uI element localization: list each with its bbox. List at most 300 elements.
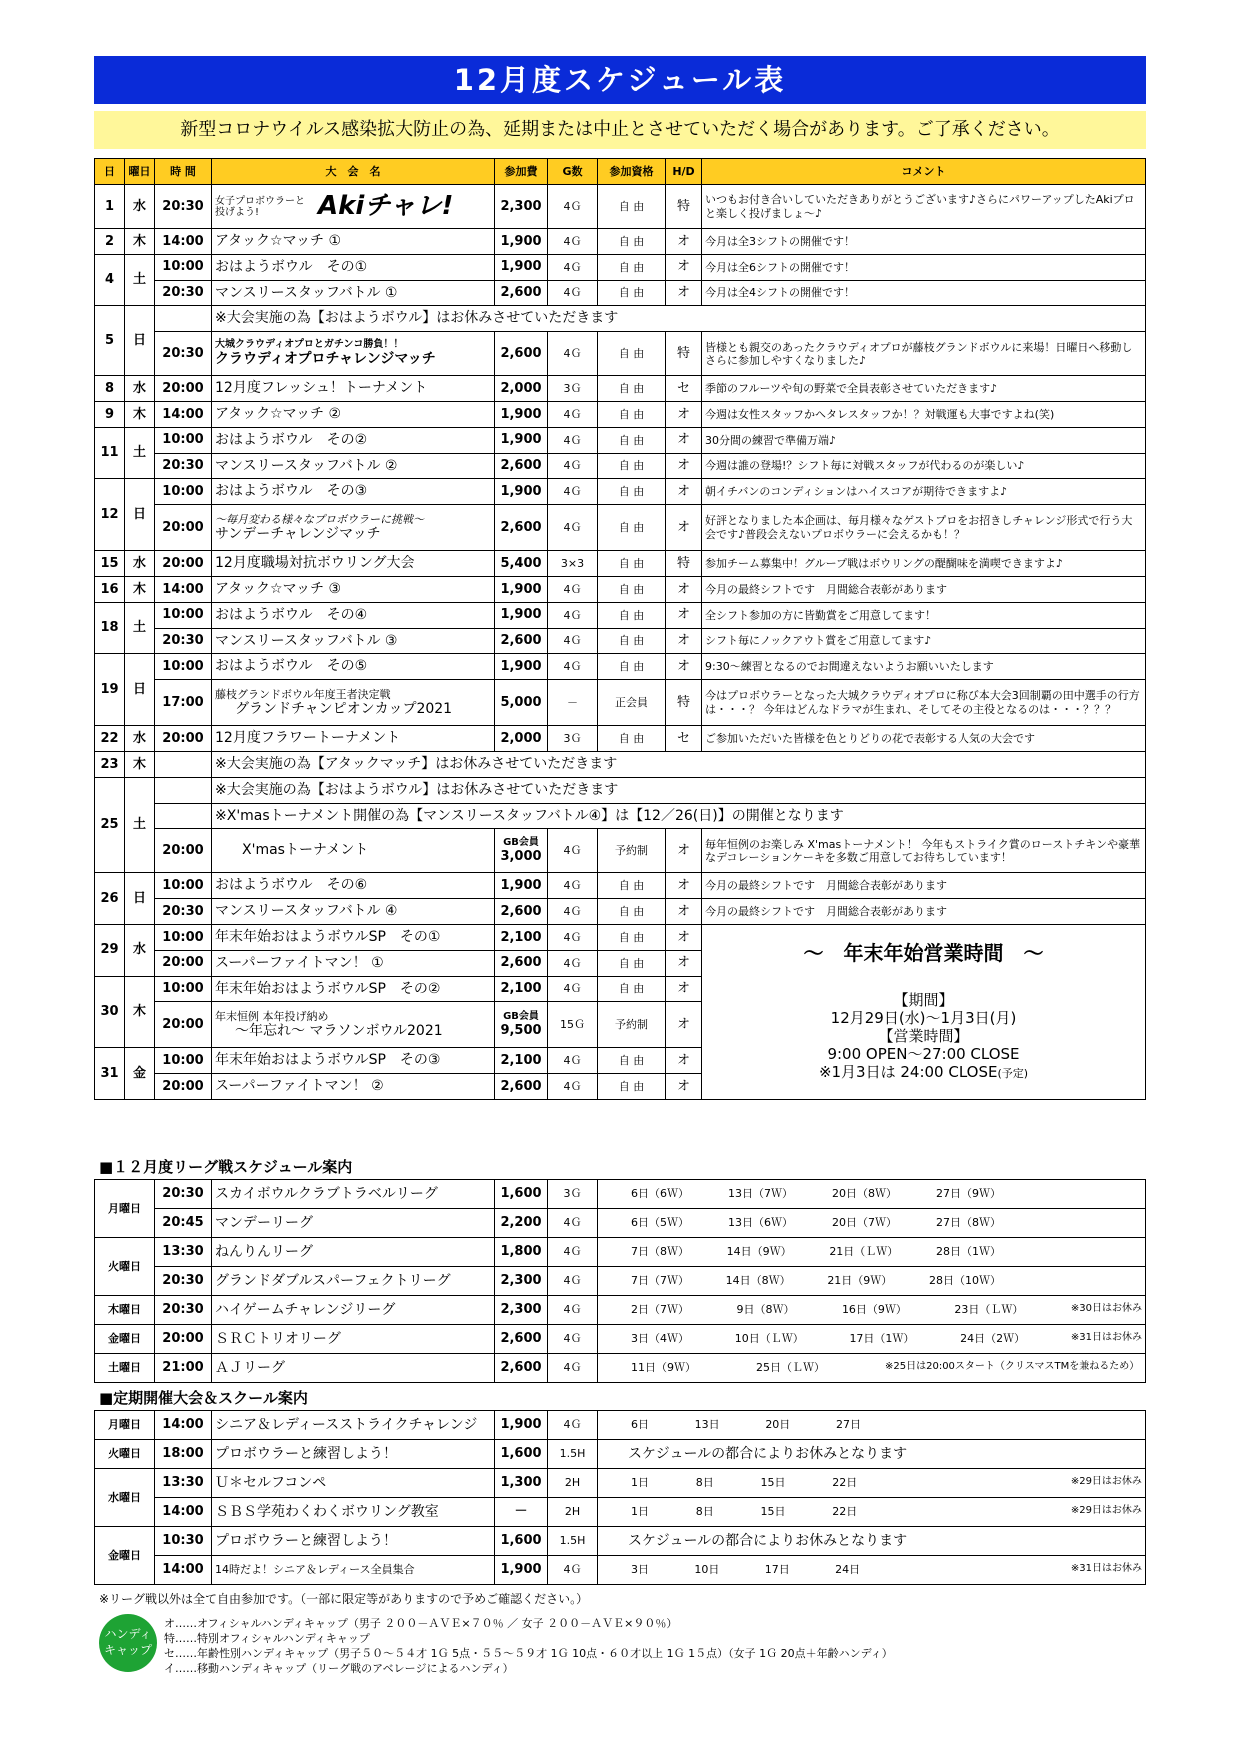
table-row [95,401,1146,427]
handicap: オ [666,280,702,306]
table-row [95,1296,1146,1325]
school-dates [598,1498,1146,1527]
league-section-title: ■１２月度リーグ戦スケジュール案内 [99,1158,353,1176]
fee: 2,600 [495,899,548,925]
games: 4Ｇ [548,602,598,628]
school-dow: 金曜日 [95,1527,155,1585]
school-date: 22日 [832,1476,858,1490]
comment: 毎年恒例のお楽しみ X'masトーナメント！ 今年もストライク賞のローストチキンや豪華なデコレーションケーキを多数ご用意してお待ちしています！ [702,829,1146,873]
school-games: 2H [548,1469,598,1498]
school-status: スケジュールの都合によりお休みとなります [598,1527,1146,1556]
time: 10:00 [155,873,212,899]
newyear-exception-note: (予定) [997,1066,1029,1080]
header-games: G数 [548,159,598,185]
event-title: クラウディオプロチャレンジマッチ [215,351,436,368]
games: 4Ｇ [548,873,598,899]
fee: 2,100 [495,1048,548,1074]
school-dow: 月曜日 [95,1411,155,1440]
league-date: 20日（8Ｗ） [832,1187,897,1201]
league-date: 10日（ＬＷ） [734,1332,804,1346]
fee: 2,000 [495,726,548,752]
dow: 土 [125,602,155,654]
comment: 皆様とも親交のあったクラウディオプロが藤枝グランドボウルに来場！日曜日へ移動しさらに参加しやすくなりました♪ [702,332,1146,376]
comment: 好評となりました本企画は、毎月様々なゲストプロをお招きしチャレンジ形式で行う大会です♪普段会えないプロボウラーに会えるかも！？ [702,505,1146,551]
qualification: 自 由 [598,726,666,752]
league-date: 6日（6Ｗ） [631,1187,689,1201]
qualification: 自 由 [598,602,666,628]
newyear-period: 12月29日(水)～1月3日(月) [830,1008,1017,1027]
day: 29 [95,924,125,976]
school-dates [598,1469,1146,1498]
day: 1 [95,185,125,229]
school-dow: 水曜日 [95,1469,155,1527]
dow: 金 [125,1048,155,1100]
league-date: 27日（9Ｗ） [936,1187,1001,1201]
games: 4Ｇ [548,332,598,376]
games: 4Ｇ [548,1048,598,1074]
comment: 30分間の練習で準備万端♪ [702,427,1146,453]
newyear-hours-box [702,924,1146,1099]
dow: 水 [125,551,155,577]
time: 14:00 [155,401,212,427]
league-time: 20:30 [155,1296,212,1325]
league-fee: 2,200 [495,1209,548,1238]
handicap: オ [666,505,702,551]
fee-label: GB会員 [503,1011,539,1023]
dow: 水 [125,185,155,229]
time: 20:00 [155,950,212,976]
header-comment: コメント [702,159,1146,185]
league-date: 23日（ＬＷ） [954,1303,1024,1317]
league-date: 20日（7Ｗ） [832,1216,897,1230]
time: 20:00 [155,376,212,402]
comment: 今月の最終シフトです 月間総合表彰があります [702,873,1146,899]
league-dow: 火曜日 [95,1238,155,1296]
qualification: 自 由 [598,185,666,229]
comment: シフト毎にノックアウト賞をご用意してます♪ [702,628,1146,654]
school-games: 2H [548,1498,598,1527]
time: 10:00 [155,924,212,950]
fee: 2,100 [495,976,548,1002]
school-time: 13:30 [155,1469,212,1498]
event-name [212,185,495,229]
fee: 2,600 [495,280,548,306]
school-time: 14:00 [155,1498,212,1527]
handicap: セ [666,376,702,402]
league-dates [598,1238,1146,1267]
table-row [95,505,1146,551]
school-date: 8日 [695,1505,714,1519]
table-row [95,427,1146,453]
table-row [95,229,1146,255]
event-name: おはようボウル その② [212,427,495,453]
event-name: マンスリースタッフバトル ② [212,453,495,479]
dow: 木 [125,401,155,427]
school-date: 8日 [695,1476,714,1490]
school-name: プロボウラーと練習しよう！ [212,1440,495,1469]
table-row [95,1209,1146,1238]
dow: 日 [125,479,155,551]
empty-cell [155,306,212,332]
dow: 水 [125,726,155,752]
handicap-badge-line2: キャップ [103,1643,152,1657]
handicap: オ [666,254,702,280]
league-fee: 2,600 [495,1354,548,1383]
games: － [548,680,598,726]
event-name: スーパーファイトマン！ ① [212,950,495,976]
qualification: 自 由 [598,654,666,680]
header-time: 時 間 [155,159,212,185]
league-time: 21:00 [155,1354,212,1383]
school-date: 22日 [832,1505,858,1519]
league-date: 11日（9Ｗ） [631,1361,696,1375]
comment: 今月は全4シフトの開催です！ [702,280,1146,306]
league-note: ※31日はお休み [1070,1332,1142,1344]
league-name: ＡＪリーグ [212,1354,495,1383]
day: 11 [95,427,125,479]
league-date: 7日（8Ｗ） [631,1245,689,1259]
league-dow: 木曜日 [95,1296,155,1325]
handicap: オ [666,628,702,654]
league-dow: 金曜日 [95,1325,155,1354]
dow: 日 [125,306,155,376]
league-date: 21日（ＬＷ） [829,1245,899,1259]
day: 19 [95,654,125,726]
league-time: 13:30 [155,1238,212,1267]
league-time: 20:30 [155,1180,212,1209]
games: 4Ｇ [548,427,598,453]
time: 20:00 [155,1002,212,1048]
league-date: 9日（8Ｗ） [736,1303,795,1317]
dow: 日 [125,654,155,726]
fee [495,829,548,873]
dow: 木 [125,229,155,255]
dow: 土 [125,777,155,873]
table-row [95,1411,1146,1440]
school-dates [598,1556,1146,1585]
event-name: 12月度フラワートーナメント [212,726,495,752]
league-date: 14日（9Ｗ） [726,1245,792,1259]
fee: 2,300 [495,185,548,229]
event-subtitle: 年末恒例 本年投げ納め [215,1009,329,1023]
event-name: 年末年始おはようボウルSP その③ [212,1048,495,1074]
school-dow: 火曜日 [95,1440,155,1469]
table-row [95,1354,1146,1383]
handicap: 特 [666,551,702,577]
handicap: オ [666,873,702,899]
qualification: 自 由 [598,551,666,577]
league-name: スカイボウルクラブトラベルリーグ [212,1180,495,1209]
comment: 9:30～練習となるのでお間違えないようお願いいたします [702,654,1146,680]
time: 20:30 [155,185,212,229]
day: 4 [95,254,125,306]
school-date: 15日 [760,1505,786,1519]
qualification: 自 由 [598,453,666,479]
table-row [95,873,1146,899]
games: 4Ｇ [548,479,598,505]
league-fee: 1,800 [495,1238,548,1267]
comment: 今月の最終シフトです 月間総合表彰があります [702,899,1146,925]
event-tagline: 女子プロボウラーと投げよう! [215,195,305,218]
qualification: 自 由 [598,1074,666,1100]
games: 3×3 [548,551,598,577]
handicap: オ [666,924,702,950]
handicap: オ [666,899,702,925]
day: 23 [95,751,125,777]
event-name: マンスリースタッフバトル ① [212,280,495,306]
handicap: 特 [666,185,702,229]
games: 4Ｇ [548,453,598,479]
newyear-exception: ※1月3日は 24:00 CLOSE [818,1062,998,1081]
fee: 2,600 [495,628,548,654]
handicap: オ [666,829,702,873]
league-time: 20:30 [155,1267,212,1296]
handicap-item: イ……移動ハンディキャップ（リーグ戦のアベレージによるハンディ） [164,1662,514,1675]
qualification: 自 由 [598,873,666,899]
time: 20:30 [155,899,212,925]
notice-banner: 新型コロナウイルス感染拡大防止の為、延期または中止とさせていただく場合があります。ご了承ください。 [94,111,1146,149]
dow: 水 [125,376,155,402]
league-time: 20:45 [155,1209,212,1238]
league-games: 3Ｇ [548,1180,598,1209]
event-name: アタック☆マッチ ② [212,401,495,427]
time: 10:00 [155,1048,212,1074]
newyear-hours: 9:00 OPEN～27:00 CLOSE [827,1044,1020,1063]
table-row [95,453,1146,479]
table-row [95,777,1146,803]
league-note: ※25日は20:00スタート（クリスマスTMを兼ねるため） [885,1361,1140,1373]
header-handicap: H/D [666,159,702,185]
qualification: 自 由 [598,376,666,402]
day: 16 [95,576,125,602]
fee: 2,000 [495,376,548,402]
event-subtitle: 藤枝グランドボウル年度王者決定戦 [215,687,391,701]
table-row [95,829,1146,873]
event-name: アタック☆マッチ ① [212,229,495,255]
header-dow: 曜日 [125,159,155,185]
handicap: オ [666,229,702,255]
league-date: 28日（10Ｗ） [928,1274,1001,1288]
school-dates [598,1411,1146,1440]
handicap: オ [666,1074,702,1100]
table-row [95,185,1146,229]
school-note: ※29日はお休み [1070,1505,1142,1517]
day: 22 [95,726,125,752]
league-games: 4Ｇ [548,1238,598,1267]
dow: 日 [125,873,155,925]
footnote: ※リーグ戦以外は全て自由参加です。（一部に限定等がありますので予めご確認ください。） [99,1592,589,1606]
header-fee: 参加費 [495,159,548,185]
event-name [212,680,495,726]
school-name: Ｕ＊セルフコンペ [212,1469,495,1498]
games: 4Ｇ [548,280,598,306]
handicap: オ [666,453,702,479]
school-games: 1.5H [548,1527,598,1556]
time: 10:00 [155,976,212,1002]
games: 4Ｇ [548,654,598,680]
school-fee: 1,600 [495,1527,548,1556]
event-name: 12月度職場対抗ボウリング大会 [212,551,495,577]
school-fee: － [495,1498,548,1527]
time: 17:00 [155,680,212,726]
empty-cell [155,777,212,803]
notice-row: ※大会実施の為【おはようボウル】はお休みさせていただきます [212,777,1146,803]
games: 4Ｇ [548,185,598,229]
comment: 今はプロボウラーとなった大城クラウディオプロに称び本大会3回制覇の田中選手の行方は・・・？ 今年はどんなドラマが生まれ、そしてその主役となるのは・・・？？？ [702,680,1146,726]
qualification: 自 由 [598,924,666,950]
fee: 2,100 [495,924,548,950]
event-name: おはようボウル その① [212,254,495,280]
day: 30 [95,976,125,1048]
fee: 2,600 [495,1074,548,1100]
header-qualification: 参加資格 [598,159,666,185]
league-dates [598,1209,1146,1238]
event-name [212,332,495,376]
day: 26 [95,873,125,925]
school-name: ＳＢＳ学苑わくわくボウリング教室 [212,1498,495,1527]
table-row [95,1267,1146,1296]
handicap: オ [666,427,702,453]
games: 4Ｇ [548,924,598,950]
league-name: ハイゲームチャレンジリーグ [212,1296,495,1325]
table-row [95,602,1146,628]
event-name: スーパーファイトマン！ ② [212,1074,495,1100]
comment: 今月の最終シフトです 月間総合表彰があります [702,576,1146,602]
table-row [95,899,1146,925]
handicap: 特 [666,332,702,376]
table-row [95,1440,1146,1469]
school-date: 3日 [631,1563,649,1577]
newyear-exception-line [705,1063,1142,1083]
school-time: 14:00 [155,1556,212,1585]
qualification: 予約制 [598,829,666,873]
school-note: ※31日はお休み [1070,1563,1142,1575]
table-row [95,479,1146,505]
qualification: 自 由 [598,332,666,376]
qualification: 自 由 [598,505,666,551]
school-games: 1.5H [548,1440,598,1469]
school-fee: 1,600 [495,1440,548,1469]
games: 4Ｇ [548,254,598,280]
league-fee: 1,600 [495,1180,548,1209]
league-time: 20:00 [155,1325,212,1354]
league-dates [598,1296,1146,1325]
games: 3Ｇ [548,726,598,752]
league-date: 7日（7Ｗ） [631,1274,689,1288]
handicap: オ [666,479,702,505]
event-name: おはようボウル その⑤ [212,654,495,680]
qualification: 自 由 [598,479,666,505]
games: 4Ｇ [548,576,598,602]
school-games: 4Ｇ [548,1556,598,1585]
comment: 今週は女性スタッフかヘタレスタッフか！？対戦運も大事ですよね(笑) [702,401,1146,427]
handicap: オ [666,654,702,680]
page-title: 12月度スケジュール表 [94,56,1146,104]
time: 10:00 [155,654,212,680]
event-name: おはようボウル その③ [212,479,495,505]
event-name: おはようボウル その⑥ [212,873,495,899]
league-name: ねんりんリーグ [212,1238,495,1267]
qualification: 自 由 [598,254,666,280]
games: 4Ｇ [548,1074,598,1100]
fee: 1,900 [495,254,548,280]
fee: 1,900 [495,576,548,602]
notice-row: ※大会実施の為【アタックマッチ】はお休みさせていただきます [212,751,1146,777]
school-status: スケジュールの都合によりお休みとなります [598,1440,1146,1469]
day: 18 [95,602,125,654]
newyear-period-label: 【期間】 [893,990,954,1009]
fee-value: 3,000 [500,849,542,865]
qualification: 自 由 [598,628,666,654]
league-dow: 土曜日 [95,1354,155,1383]
table-row [95,376,1146,402]
handicap: セ [666,726,702,752]
school-fee: 1,900 [495,1556,548,1585]
notice-row: ※X'masトーナメント開催の為【マンスリースタッフバトル④】は【12／26(日)】の開催となります [212,803,1146,829]
table-row [95,551,1146,577]
comment: 朝イチバンのコンディションはハイスコアが期待できますよ♪ [702,479,1146,505]
table-row [95,751,1146,777]
table-row [95,254,1146,280]
school-fee: 1,300 [495,1469,548,1498]
table-row [95,1180,1146,1209]
league-dates [598,1354,1146,1383]
school-date: 1日 [631,1476,649,1490]
qualification: 自 由 [598,401,666,427]
dow: 土 [125,427,155,479]
qualification: 予約制 [598,1002,666,1048]
table-row [95,1469,1146,1498]
school-section-title: ■定期開催大会＆スクール案内 [99,1389,308,1407]
event-title: グランドチャンピオンカップ2021 [235,700,453,717]
school-name: プロボウラーと練習しよう！ [212,1527,495,1556]
event-name: おはようボウル その④ [212,602,495,628]
school-date: 6日 [631,1418,649,1432]
league-name: ＳＲＣトリオリーグ [212,1325,495,1354]
league-dates [598,1180,1146,1209]
event-name: マンスリースタッフバトル ④ [212,899,495,925]
comment: 今月は全3シフトの開催です！ [702,229,1146,255]
league-games: 4Ｇ [548,1354,598,1383]
dow: 木 [125,976,155,1048]
school-table [94,1410,1146,1585]
league-games: 4Ｇ [548,1267,598,1296]
table-row [95,726,1146,752]
league-date: 13日（6Ｗ） [728,1216,793,1230]
handicap: オ [666,1002,702,1048]
handicap-legend [164,1616,893,1676]
league-note: ※30日はお休み [1070,1303,1142,1315]
league-date: 3日（4Ｗ） [631,1332,689,1346]
event-name: 年末年始おはようボウルSP その② [212,976,495,1002]
time: 20:30 [155,280,212,306]
league-date: 13日（7Ｗ） [728,1187,793,1201]
table-row [95,332,1146,376]
qualification: 自 由 [598,950,666,976]
school-fee: 1,900 [495,1411,548,1440]
fee: 1,900 [495,229,548,255]
games: 4Ｇ [548,401,598,427]
school-time: 10:30 [155,1527,212,1556]
handicap: オ [666,1048,702,1074]
qualification: 自 由 [598,427,666,453]
event-subtitle: 大城クラウディオプロとガチンコ勝負！！ [215,339,404,351]
header-day: 日 [95,159,125,185]
handicap-item: オ……オフィシャルハンディキャップ（男子 ２００－ＡＶＥ×７０％ ／ 女子 ２００－ＡＶＥ×９０％） [164,1617,678,1630]
handicap: オ [666,401,702,427]
day: 12 [95,479,125,551]
qualification: 自 由 [598,976,666,1002]
